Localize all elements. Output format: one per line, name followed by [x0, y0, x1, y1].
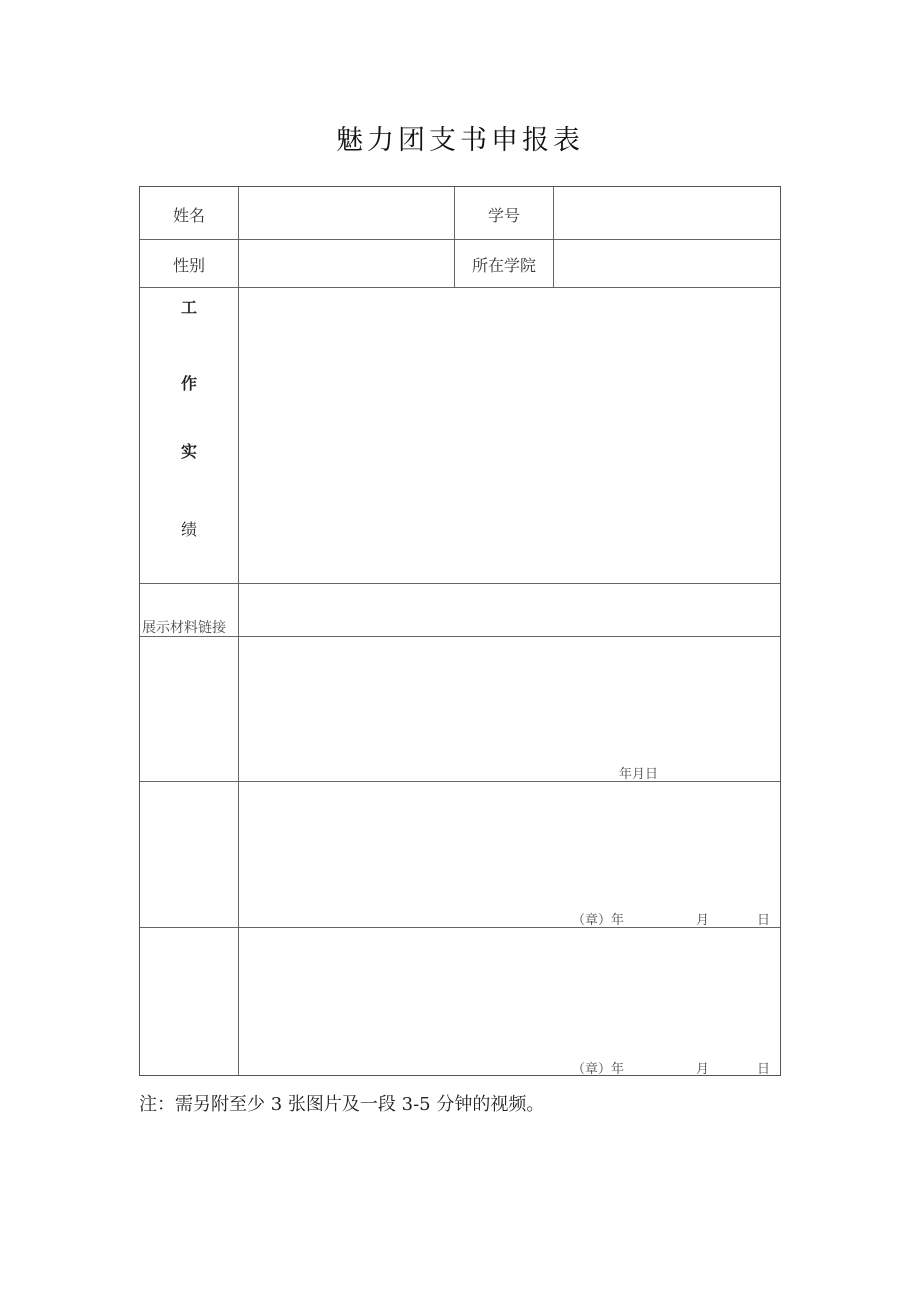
footnote: 注：需另附至少 3 张图片及一段 3-5 分钟的视频。 [139, 1094, 545, 1115]
college-label: 所在学院 [471, 256, 536, 275]
student-id-field[interactable] [554, 187, 780, 239]
name-field[interactable] [239, 187, 454, 239]
opinion-field-1[interactable] [239, 637, 780, 781]
date-line-1: 年月日 [619, 767, 659, 782]
achievement-label-char: 实 [180, 442, 197, 461]
day-3: 日 [757, 1062, 771, 1077]
college-field[interactable] [554, 240, 780, 287]
materials-link-label: 展示材料链接 [142, 620, 226, 636]
achievement-label-char: 工 [180, 298, 197, 317]
materials-link-field[interactable] [239, 584, 780, 636]
month-3: 月 [696, 1062, 710, 1077]
month-2: 月 [696, 913, 710, 928]
application-form [139, 186, 781, 1076]
seal-year-2: （章）年 [572, 913, 625, 928]
gender-field[interactable] [239, 240, 454, 287]
name-label: 姓名 [172, 206, 205, 225]
gender-label: 性别 [172, 256, 205, 275]
opinion-field-3[interactable] [239, 928, 780, 1075]
seal-year-3: （章）年 [572, 1062, 625, 1077]
achievement-field[interactable] [239, 288, 780, 583]
achievement-label-char: 作 [180, 374, 197, 393]
page-title: 魅力团支书申报表 [336, 125, 584, 156]
student-id-label: 学号 [487, 206, 520, 225]
achievement-label-char: 绩 [180, 520, 197, 539]
opinion-field-2[interactable] [239, 782, 780, 927]
day-2: 日 [757, 913, 771, 928]
